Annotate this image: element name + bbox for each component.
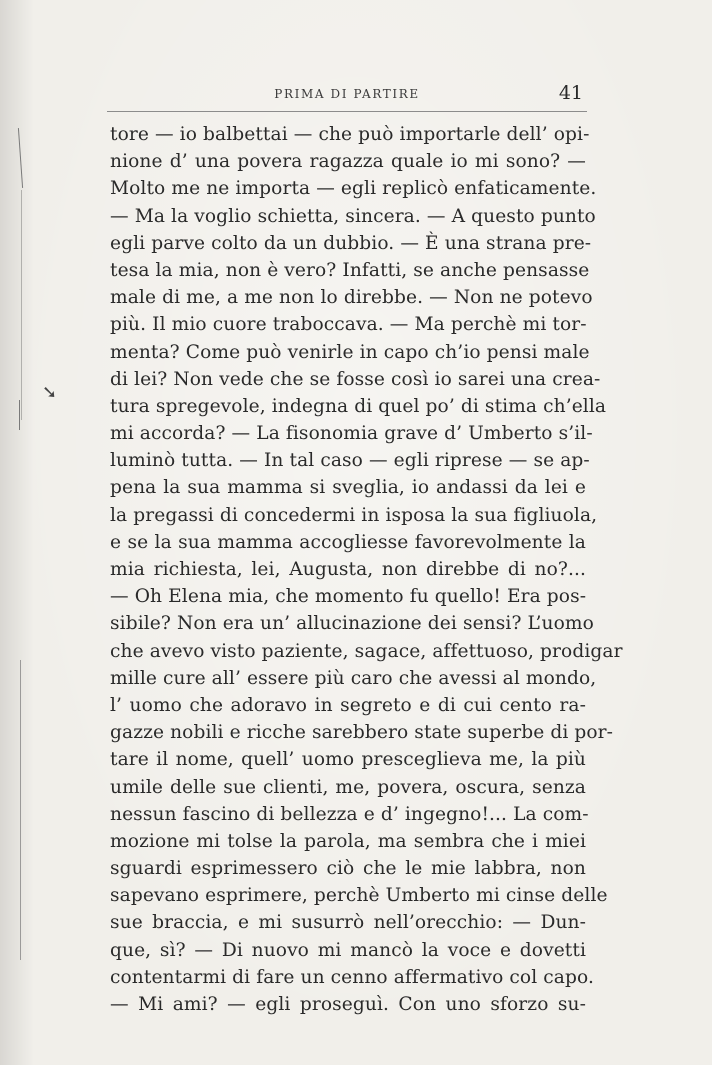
text-line: umile delle sue clienti, me, povera, oscura, senza bbox=[110, 776, 586, 798]
margin-pencil-mark bbox=[21, 190, 22, 420]
text-line: tura spregevole, indegna di quel po’ di stima ch’ella bbox=[110, 395, 607, 417]
text-line: mille cure all’ essere più caro che avessi al mondo, bbox=[110, 667, 597, 689]
text-line: sapevano esprimere, perchè Umberto mi cinse delle bbox=[110, 885, 608, 907]
text-line: nessun fascino di bellezza e d’ ingegno!... La com- bbox=[110, 803, 589, 825]
text-line: pena la sua mamma si sveglia, io andassi da lei e bbox=[110, 477, 586, 499]
text-line: egli parve colto da un dubbio. — È una strana pre- bbox=[110, 232, 592, 254]
text-line: di lei? Non vede che se fosse così io sarei una crea- bbox=[110, 368, 601, 390]
text-line: l’ uomo che adoravo in segreto e di cui cento ra- bbox=[110, 694, 586, 716]
running-head bbox=[107, 82, 587, 106]
text-line: tore — io balbettai — che può importarle dell’ opi- bbox=[110, 124, 590, 145]
text-line: luminò tutta. — In tal caso — egli riprese — se ap- bbox=[110, 450, 590, 472]
text-line: sue braccia, e mi susurrò nell’orecchio: — Dun- bbox=[110, 912, 586, 934]
text-line: più. Il mio cuore traboccava. — Ma perchè mi tor- bbox=[110, 314, 587, 336]
text-line: tesa la mia, non è vero? Infatti, se anche pensasse bbox=[110, 259, 590, 281]
text-line: la pregassi di concedermi in isposa la sua figliuola, bbox=[110, 504, 598, 526]
text-line: menta? Come può venirle in capo ch’io pensi male bbox=[110, 341, 590, 363]
text-line: mia richiesta, lei, Augusta, non direbbe di no?... bbox=[110, 559, 586, 580]
text-line: que, sì? — Di nuovo mi mancò la voce e dovetti bbox=[110, 939, 586, 961]
text-line: e se la sua mamma accogliesse favorevolmente la bbox=[110, 531, 586, 553]
text-line: tare il nome, quell’ uomo presceglieva me, la più bbox=[110, 749, 586, 771]
text-line: nione d’ una povera ragazza quale io mi sono? — bbox=[110, 151, 586, 173]
page-edge-shadow bbox=[0, 0, 34, 1065]
text-line: gazze nobili e ricche sarebbero state superbe di por- bbox=[110, 722, 614, 744]
text-line: mozione mi tolse la parola, ma sembra che i miei bbox=[110, 830, 586, 852]
text-line: mi accorda? — La fisonomia grave d’ Umberto s’il- bbox=[110, 423, 593, 445]
header-rule bbox=[107, 111, 587, 112]
page-number: 41 bbox=[558, 82, 583, 104]
text-line: Molto me ne importa — egli replicò enfaticamente. bbox=[110, 178, 597, 200]
text-line: — Mi ami? — egli proseguì. Con uno sforzo su- bbox=[110, 994, 586, 1015]
text-line: — Oh Elena mia, che momento fu quello! Era pos- bbox=[110, 586, 587, 608]
margin-arrow-mark: ➘ bbox=[42, 382, 58, 403]
text-line: che avevo visto paziente, sagace, affettuoso, prodigar bbox=[110, 640, 623, 662]
running-title: PRIMA DI PARTIRE bbox=[274, 87, 420, 101]
text-line: sibile? Non era un’ allucinazione dei sensi? L’uomo bbox=[110, 613, 594, 635]
text-line: sguardi esprimessero ciò che le mie labbra, non bbox=[110, 858, 586, 880]
text-line: male di me, a me non lo direbbe. — Non ne potevo bbox=[110, 287, 593, 309]
margin-pencil-mark bbox=[19, 400, 20, 430]
body-text bbox=[110, 121, 623, 1018]
text-line: contentarmi di fare un cenno affermativo col capo. bbox=[110, 966, 594, 988]
text-line: — Ma la voglio schietta, sincera. — A questo punto bbox=[110, 205, 596, 227]
margin-pencil-mark bbox=[20, 660, 21, 960]
